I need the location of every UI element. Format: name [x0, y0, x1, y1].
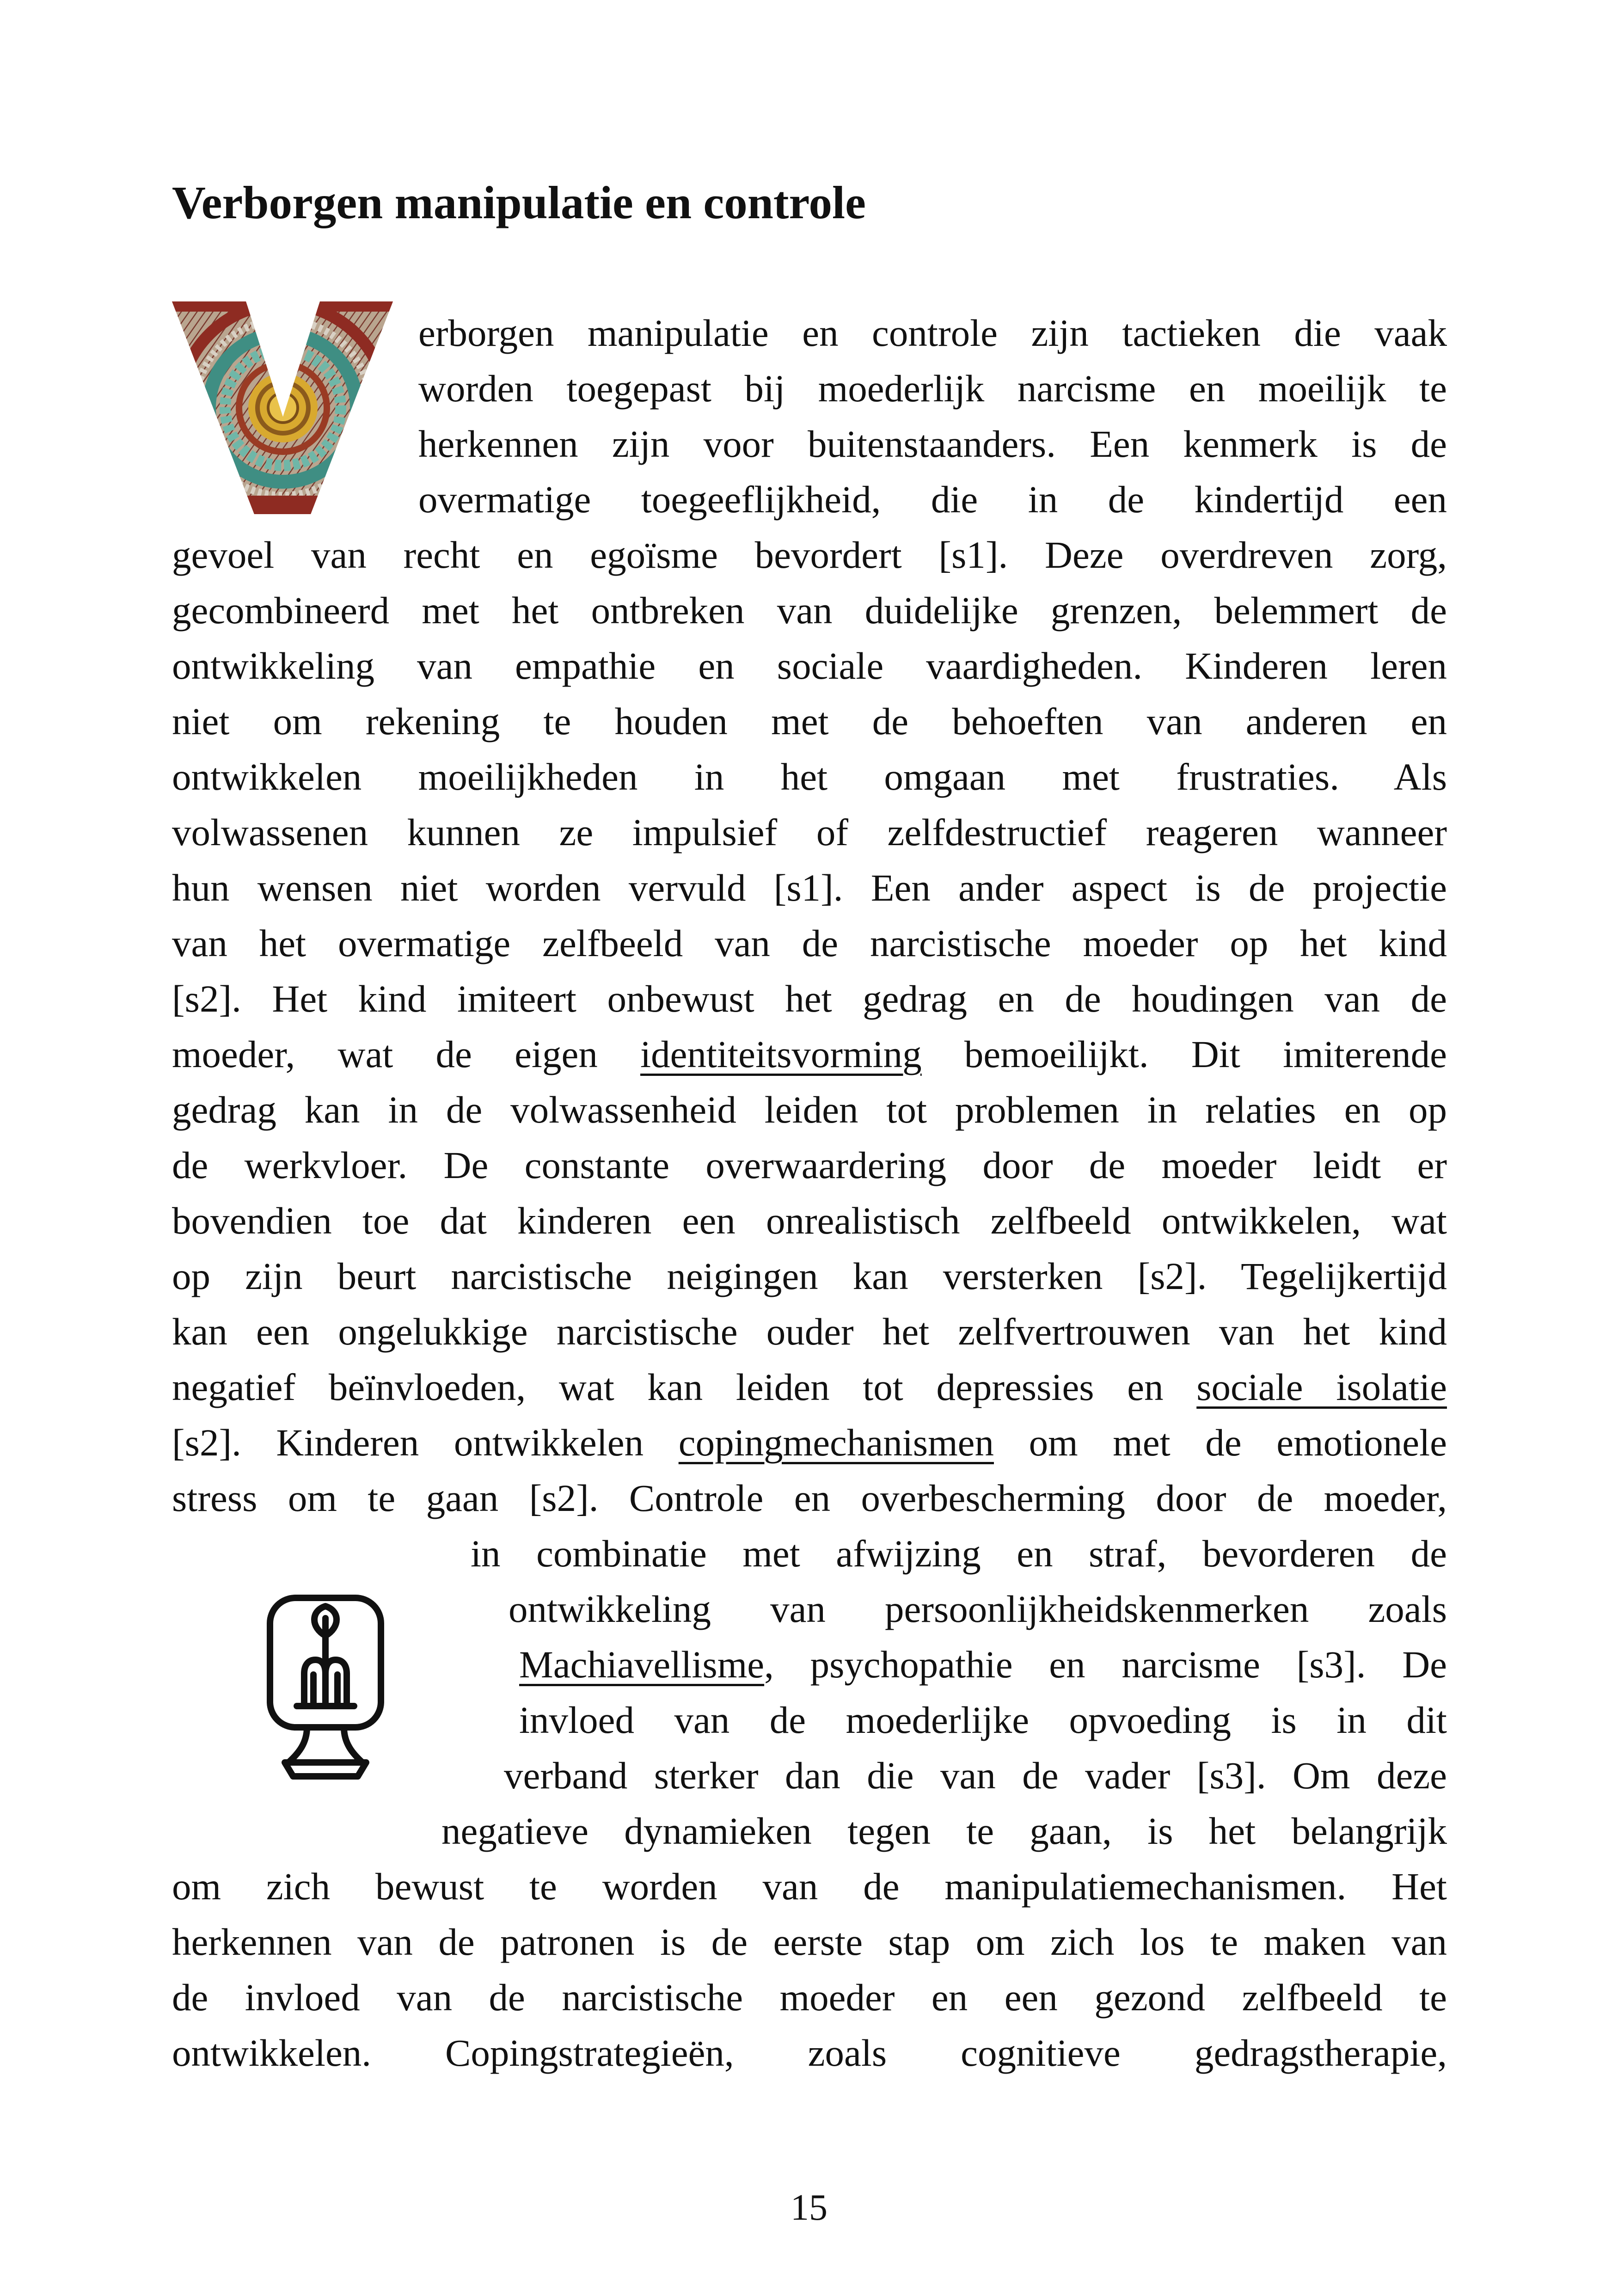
- text-fragment: , psychopathie en narcisme [s3]. De: [764, 1643, 1447, 1686]
- text-line: [172, 1026, 1447, 1082]
- text-line: ontwikkeling van empathie en sociale vaardigheden. Kinderen leren: [172, 645, 1447, 687]
- text-line: invloed van de moederlijke opvoeding is in dit: [519, 1699, 1447, 1741]
- text-line: hun wensen niet worden vervuld [s1]. Een ander aspect is de projectie: [172, 866, 1447, 909]
- text-line: ontwikkeling van persoonlijkheidskenmerken zoals: [509, 1588, 1447, 1630]
- link-sociale-isolatie[interactable]: sociale isolatie: [1196, 1366, 1447, 1408]
- text-line: kan een ongelukkige narcistische ouder het zelfvertrouwen van het kind: [172, 1310, 1447, 1353]
- text-line: [s2]. Het kind imiteert onbewust het gedrag en de houdingen van de: [172, 977, 1447, 1020]
- text-line: in combinatie met afwijzing en straf, bevorderen de: [471, 1532, 1447, 1575]
- link-copingmechanismen[interactable]: copingmechanismen: [678, 1421, 994, 1464]
- text-fragment: bemoeilijkt. Dit imiterende: [921, 1033, 1447, 1075]
- text-line: ontwikkelen moeilijkheden in het omgaan met frustraties. Als: [172, 755, 1447, 798]
- text-line: gedrag kan in de volwassenheid leiden tot problemen in relaties en op: [172, 1088, 1447, 1131]
- text-line: [519, 1637, 1447, 1692]
- text-line: herkennen zijn voor buitenstaanders. Een kenmerk is de: [418, 423, 1447, 465]
- text-line: overmatige toegeeflijkheid, die in de kindertijd een: [418, 478, 1447, 521]
- text-line: volwassenen kunnen ze impulsief of zelfdestructief reageren wanneer: [172, 811, 1447, 853]
- section-heading: Verborgen manipulatie en controle: [172, 177, 866, 228]
- plant-vase-icon: [259, 1590, 398, 1785]
- text-line: gevoel van recht en egoïsme bevordert [s1]. Deze overdreven zorg,: [172, 534, 1447, 576]
- text-line: stress om te gaan [s2]. Controle en overbescherming door de moeder,: [172, 1477, 1447, 1519]
- text-line: op zijn beurt narcistische neigingen kan versterken [s2]. Tegelijkertijd: [172, 1255, 1447, 1297]
- link-identiteitsvorming[interactable]: identiteitsvorming: [640, 1033, 922, 1075]
- text-line: de werkvloer. De constante overwaardering door de moeder leidt er: [172, 1144, 1447, 1186]
- text-line: [172, 1359, 1447, 1415]
- text-line: niet om rekening te houden met de behoeften van anderen en: [172, 700, 1447, 743]
- text-fragment: negatief beïnvloeden, wat kan leiden tot depressies en: [172, 1366, 1197, 1408]
- page-number: 15: [791, 2187, 827, 2228]
- link-machiavellisme[interactable]: Machiavellisme: [519, 1643, 765, 1686]
- text-line: erborgen manipulatie en controle zijn tactieken die vaak: [418, 312, 1447, 354]
- text-line: herkennen van de patronen is de eerste stap om zich los te maken van: [172, 1921, 1447, 1963]
- text-line: [172, 1415, 1447, 1470]
- text-line: verband sterker dan die van de vader [s3]. Om deze: [504, 1754, 1447, 1797]
- drop-cap-v-ornament: [172, 301, 393, 514]
- text-line: bovendien toe dat kinderen een onrealistisch zelfbeeld ontwikkelen, wat: [172, 1199, 1447, 1242]
- text-line: ontwikkelen. Copingstrategieën, zoals cognitieve gedragstherapie,: [172, 2032, 1447, 2074]
- text-line: van het overmatige zelfbeeld van de narcistische moeder op het kind: [172, 922, 1447, 964]
- text-line: negatieve dynamieken tegen te gaan, is het belangrijk: [441, 1810, 1447, 1852]
- text-fragment: om met de emotionele: [994, 1421, 1447, 1464]
- text-fragment: moeder, wat de eigen: [172, 1033, 641, 1075]
- text-line: om zich bewust te worden van de manipulatiemechanismen. Het: [172, 1865, 1447, 1908]
- text-line: de invloed van de narcistische moeder en een gezond zelfbeeld te: [172, 1976, 1447, 2019]
- text-fragment: [s2]. Kinderen ontwikkelen: [172, 1421, 679, 1464]
- text-line: gecombineerd met het ontbreken van duidelijke grenzen, belemmert de: [172, 589, 1447, 632]
- text-line: worden toegepast bij moederlijk narcisme en moeilijk te: [418, 367, 1447, 410]
